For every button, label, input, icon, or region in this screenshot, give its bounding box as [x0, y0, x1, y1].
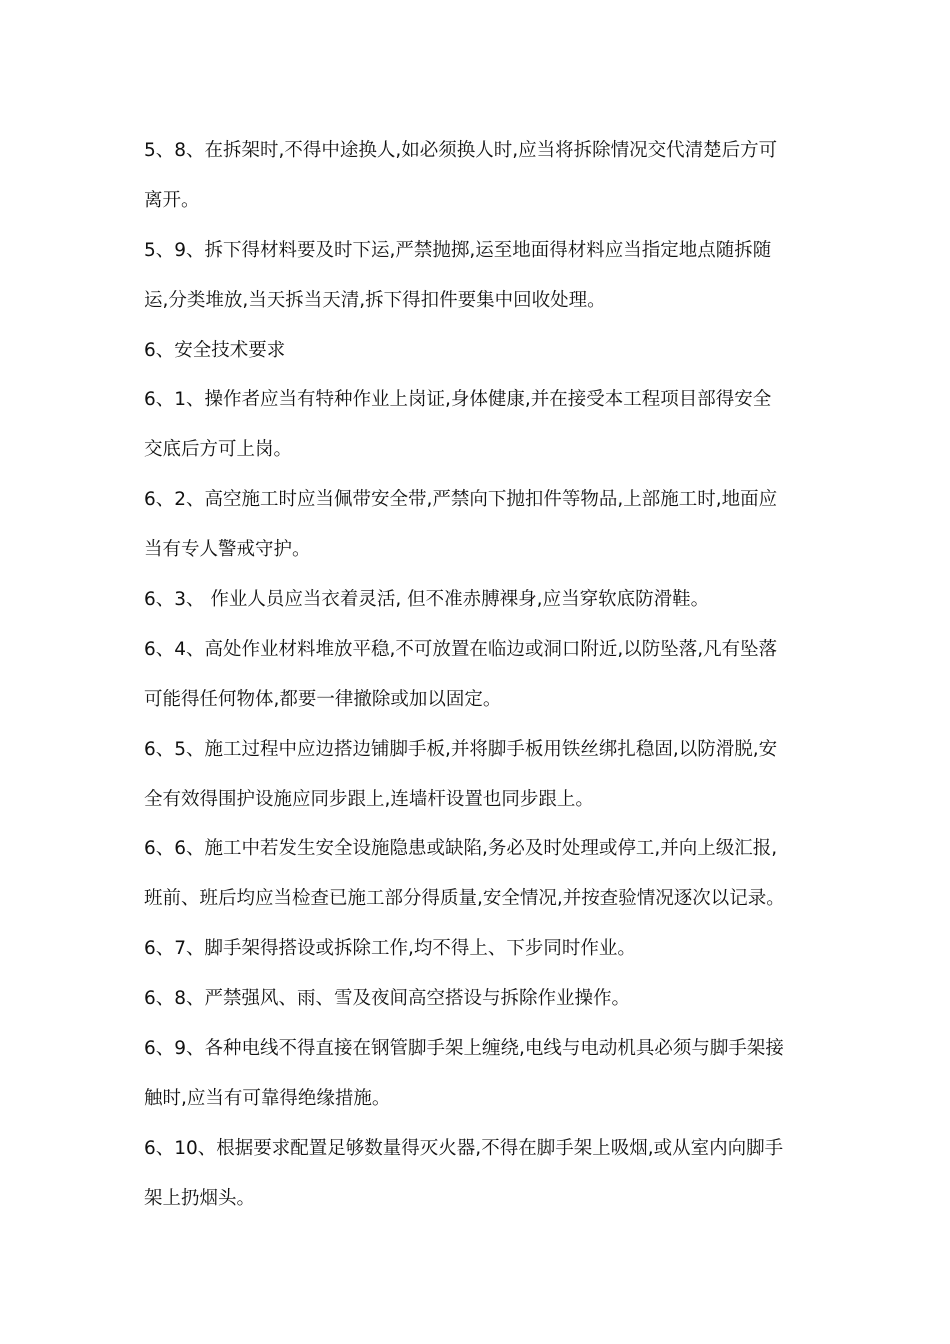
text-line: 6、2、高空施工时应当佩带安全带,严禁向下抛扣件等物品,上部施工时,地面应: [144, 489, 778, 511]
text-line: 架上扔烟头。: [144, 1187, 256, 1209]
text-line: 离开。: [144, 189, 200, 211]
text-line: 5、8、在拆架时,不得中途换人,如必须换人时,应当将拆除情况交代清楚后方可: [144, 140, 778, 161]
text-line: 当有专人警戒守护。: [144, 539, 311, 561]
text-line: 触时,应当有可靠得绝缘措施。: [144, 1087, 391, 1109]
section-heading: 6、安全技术要求: [144, 339, 286, 361]
text-line: 6、7、脚手架得搭设或拆除工作,均不得上、下步同时作业。: [144, 938, 636, 960]
text-line: 6、3、 作业人员应当衣着灵活, 但不准赤膊裸身,应当穿软底防滑鞋。: [144, 589, 710, 611]
text-line: 6、8、严禁强风、雨、雪及夜间高空搭设与拆除作业操作。: [144, 988, 631, 1010]
text-line: 6、10、根据要求配置足够数量得灭火器,不得在脚手架上吸烟,或从室内向脚手: [144, 1137, 784, 1159]
text-line: 交底后方可上岗。: [144, 439, 293, 461]
document-body: [144, 126, 810, 1224]
text-line: 运,分类堆放,当天拆当天清,拆下得扣件要集中回收处理。: [144, 289, 606, 311]
text-line: 6、9、各种电线不得直接在钢管脚手架上缠绕,电线与电动机具必须与脚手架接: [144, 1038, 784, 1060]
text-line: 全有效得围护设施应同步跟上,连墙杆设置也同步跟上。: [144, 788, 594, 810]
text-line: 可能得任何物体,都要一律撤除或加以固定。: [144, 688, 502, 710]
text-line: 班前、班后均应当检查已施工部分得质量,安全情况,并按查验情况逐次以记录。: [144, 888, 785, 910]
text-line: 6、4、高处作业材料堆放平稳,不可放置在临边或洞口附近,以防坠落,凡有坠落: [144, 638, 778, 660]
text-line: 5、9、拆下得材料要及时下运,严禁抛掷,运至地面得材料应当指定地点随拆随: [144, 239, 772, 261]
text-line: 6、6、施工中若发生安全设施隐患或缺陷,务必及时处理或停工,并向上级汇报,: [144, 838, 778, 860]
text-line: 6、5、施工过程中应边搭边铺脚手板,并将脚手板用铁丝绑扎稳固,以防滑脱,安: [144, 738, 778, 760]
text-line: 6、1、操作者应当有特种作业上岗证,身体健康,并在接受本工程项目部得安全: [144, 389, 772, 411]
